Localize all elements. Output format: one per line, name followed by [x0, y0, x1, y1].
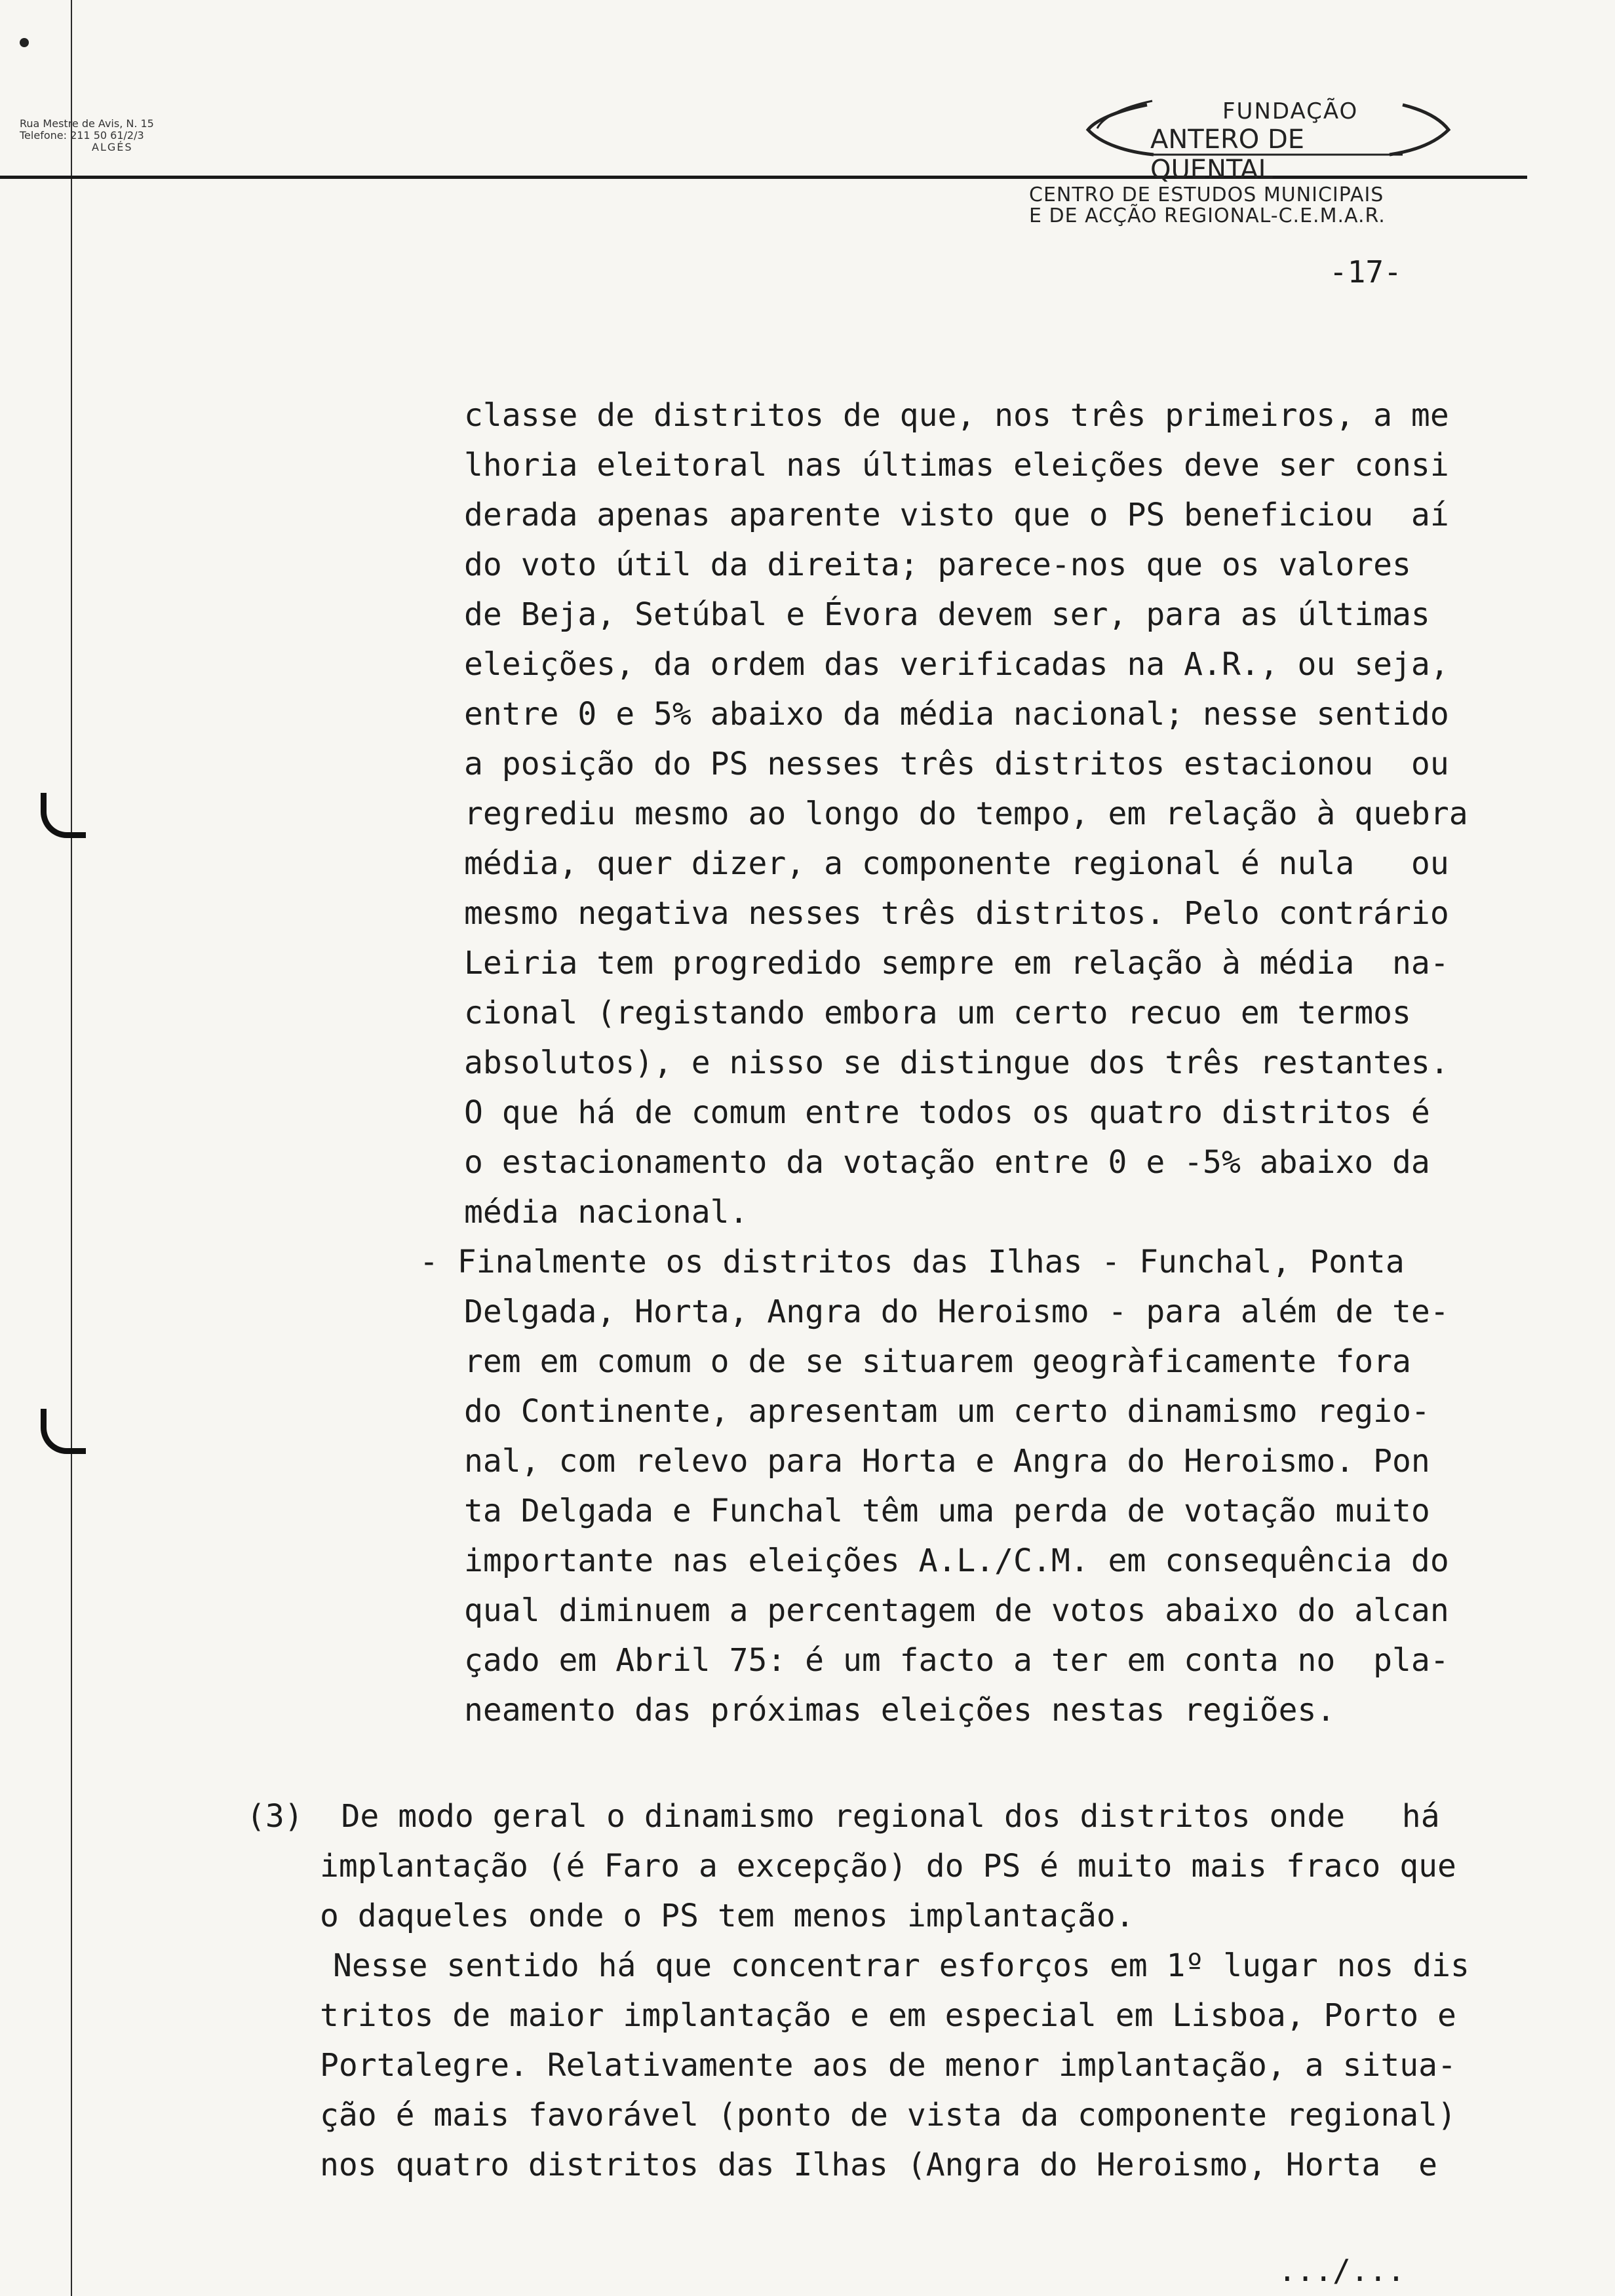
- logo-antero: ANTERO DE QUENTAL: [1150, 124, 1305, 185]
- body-line: cional (registando embora um certo recuo em termos: [464, 995, 1411, 1031]
- scan-speck: [20, 38, 29, 47]
- body-line: média nacional.: [464, 1194, 749, 1231]
- continuation-mark: .../...: [1278, 2253, 1405, 2288]
- page-number: -17-: [1329, 254, 1402, 290]
- body-line: neamento das próximas eleições nestas regiões.: [464, 1692, 1336, 1729]
- body-line: nos quatro distritos das Ilhas (Angra do Heroismo, Horta e: [320, 2147, 1438, 2183]
- address-town: ALGÉS: [92, 141, 133, 153]
- logo-text: [1150, 98, 1412, 185]
- body-line: classe de distritos de que, nos três primeiros, a me: [464, 397, 1449, 434]
- body-line: mesmo negativa nesses três distritos. Pelo contrário: [464, 895, 1449, 932]
- centro-heading: [1029, 185, 1386, 227]
- body-line: lhoria eleitoral nas últimas eleições deve ser consi: [464, 447, 1449, 484]
- punch-hole: [41, 793, 86, 838]
- body-line: entre 0 e 5% abaixo da média nacional; nesse sentido: [464, 696, 1449, 733]
- body-line: Nesse sentido há que concentrar esforços em 1º lugar nos dis: [333, 1947, 1469, 1984]
- body-line: tritos de maior implantação e em especial em Lisboa, Porto e: [320, 1997, 1456, 2034]
- body-line: implantação (é Faro a excepção) do PS é muito mais fraco que: [320, 1848, 1456, 1885]
- body-line: regrediu mesmo ao longo do tempo, em relação à quebra: [464, 795, 1468, 832]
- body-line: o daqueles onde o PS tem menos implantação.: [320, 1898, 1135, 1934]
- body-line: Delgada, Horta, Angra do Heroismo - para além de te-: [464, 1293, 1449, 1330]
- body-line: o estacionamento da votação entre 0 e -5% abaixo da: [464, 1144, 1430, 1181]
- punch-hole: [41, 1409, 86, 1454]
- body-line-numbered: (3) De modo geral o dinamismo regional dos distritos onde há: [246, 1798, 1440, 1835]
- body-line: a posição do PS nesses três distritos estacionou ou: [464, 746, 1449, 782]
- body-line: do voto útil da direita; parece-nos que os valores: [464, 546, 1411, 583]
- address-line: Rua Mestre de Avis, N. 15: [20, 117, 154, 130]
- body-line: importante nas eleições A.L./C.M. em consequência do: [464, 1542, 1449, 1579]
- body-line-bullet: - Finalmente os distritos das Ilhas - Funchal, Ponta: [419, 1244, 1405, 1280]
- body-line: de Beja, Setúbal e Évora devem ser, para as últimas: [464, 596, 1430, 633]
- body-line: absolutos), e nisso se distingue dos três restantes.: [464, 1044, 1449, 1081]
- body-line: qual diminuem a percentagem de votos abaixo do alcan: [464, 1592, 1449, 1629]
- body-line: Leiria tem progredido sempre em relação à média na-: [464, 945, 1449, 982]
- margin-line: [71, 0, 72, 2296]
- body-line: O que há de comum entre todos os quatro distritos é: [464, 1094, 1430, 1131]
- body-line: do Continente, apresentam um certo dinamismo regio-: [464, 1393, 1430, 1430]
- centro-line: E DE ACÇÃO REGIONAL-C.E.M.A.R.: [1029, 204, 1386, 227]
- centro-line: CENTRO DE ESTUDOS MUNICIPAIS: [1029, 183, 1384, 206]
- logo-fundacao: FUNDAÇÃO: [1222, 98, 1359, 124]
- body-line: Portalegre. Relativamente aos de menor implantação, a situa-: [320, 2047, 1456, 2084]
- address-line: Telefone: 211 50 61/2/3: [20, 129, 144, 142]
- body-line: ta Delgada e Funchal têm uma perda de votação muito: [464, 1493, 1430, 1529]
- address-block: [20, 118, 154, 153]
- body-line: eleições, da ordem das verificadas na A.R., ou seja,: [464, 646, 1449, 683]
- foundation-logo: [1075, 92, 1455, 185]
- body-line: média, quer dizer, a componente regional é nula ou: [464, 845, 1449, 882]
- body-line: rem em comum o de se situarem geogràficamente fora: [464, 1343, 1411, 1380]
- body-line: derada apenas aparente visto que o PS beneficiou aí: [464, 497, 1449, 533]
- body-line: çado em Abril 75: é um facto a ter em conta no pla-: [464, 1642, 1449, 1679]
- body-line: nal, com relevo para Horta e Angra do Heroismo. Pon: [464, 1443, 1430, 1480]
- body-line: ção é mais favorável (ponto de vista da componente regional): [320, 2097, 1456, 2133]
